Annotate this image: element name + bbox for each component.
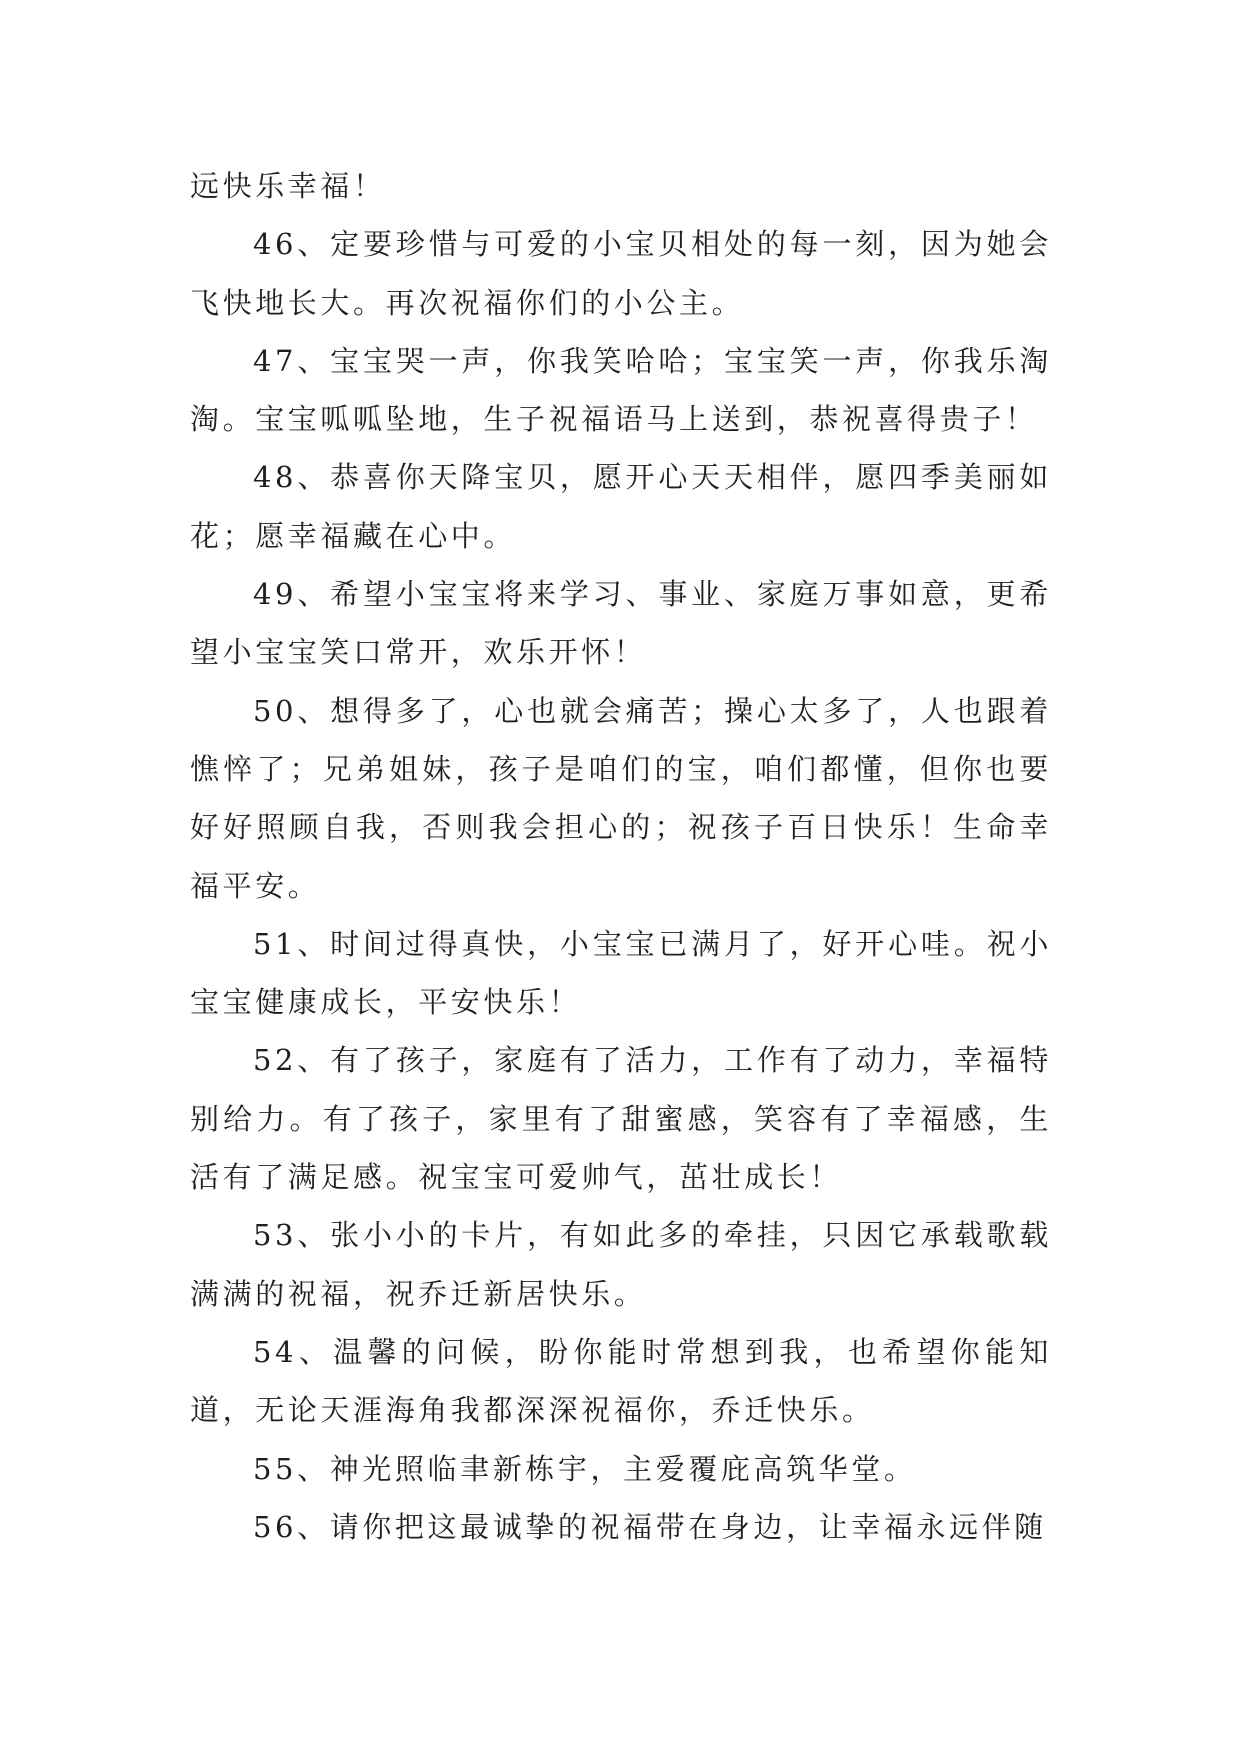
paragraph-56: 56、请你把这最诚挚的祝福带在身边，让幸福永远伴随: [253, 1509, 1047, 1544]
paragraph-54: 54、温馨的问候，盼你能时常想到我，也希望你能知道，无论天涯海角我都深深祝福你，乔迁快乐。: [190, 1334, 1052, 1428]
paragraph-53: 53、张小小的卡片，有如此多的牵挂，只因它承载歌载满满的祝福，祝乔迁新居快乐。: [190, 1218, 1052, 1311]
document-body: [190, 157, 1052, 1556]
paragraph-51: 51、时间过得真快，小宝宝已满月了，好开心哇。祝小宝宝健康成长，平安快乐！: [190, 926, 1052, 1020]
paragraph-55: 55、神光照临聿新栋宇，主爱覆庇高筑华堂。: [253, 1451, 917, 1486]
paragraph-52: 52、有了孩子，家庭有了活力，工作有了动力，幸福特别给力。有了孩子，家里有了甜蜜感，笑容有了幸福感，生活有了满足感。祝宝宝可爱帅气，茁壮成长！: [190, 1043, 1052, 1195]
paragraph-50: 50、想得多了，心也就会痛苦；操心太多了，人也跟着憔悴了；兄弟姐妹，孩子是咱们的宝，咱们都懂，但你也要好好照顾自我，否则我会担心的；祝孩子百日快乐！生命幸福平安。: [190, 693, 1052, 903]
paragraph-47: 47、宝宝哭一声，你我笑哈哈；宝宝笑一声，你我乐淘淘。宝宝呱呱坠地，生子祝福语马上送到，恭祝喜得贵子！: [190, 343, 1052, 437]
paragraph-46: 46、定要珍惜与可爱的小宝贝相处的每一刻，因为她会飞快地长大。再次祝福你们的小公主。: [190, 227, 1052, 320]
paragraph-48: 48、恭喜你天降宝贝，愿开心天天相伴，愿四季美丽如花；愿幸福藏在心中。: [190, 460, 1052, 553]
paragraph-continuation: 远快乐幸福！: [190, 169, 386, 203]
paragraph-49: 49、希望小宝宝将来学习、事业、家庭万事如意，更希望小宝宝笑口常开，欢乐开怀！: [190, 577, 1052, 670]
